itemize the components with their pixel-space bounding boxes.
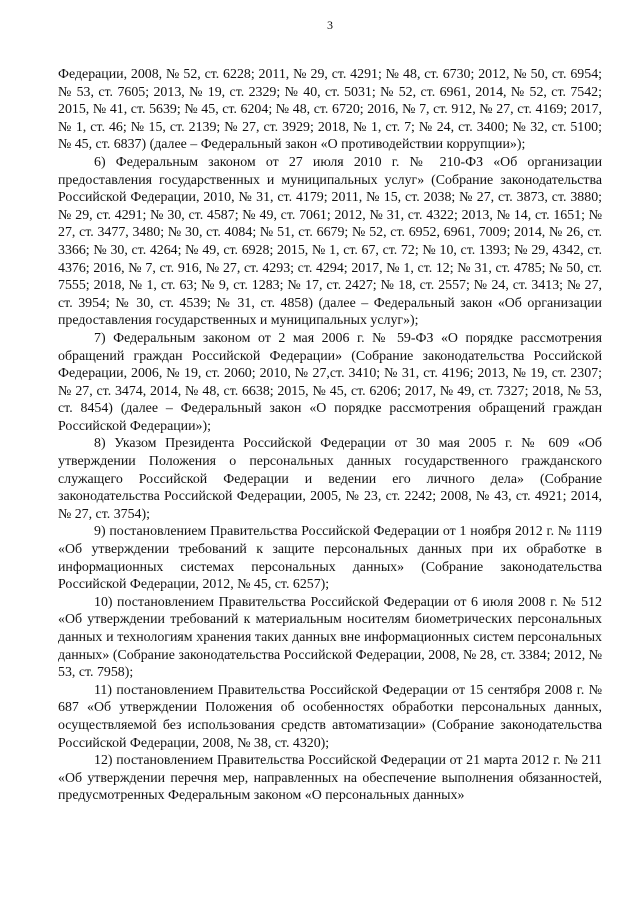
paragraph-item-7: 7) Федеральным законом от 2 мая 2006 г. № 59-ФЗ «О порядке рассмотрения обращений граждан Российской Федерации» (Собрание законодательства Российской Федерации, 2006, № 19, ст. 2060; 2010, № 27,ст. 3410; № 31, ст. 4196; 2013, № 19, ст. 2307; № 27, ст. 3474, 2014, № 48, ст. 6638; 2015, № 45, ст. 6206; 2017, № 49, ст. 7327; 2018, № 53, ст. 8454) (далее – Федеральный закон «О порядке рассмотрения обращений граждан Российской Федерации»);	[58, 330, 602, 434]
paragraph-item-10: 10) постановлением Правительства Российской Федерации от 6 июля 2008 г. № 512 «Об утверждении требований к материальным носителям биометрических персональных данных и технологиям хранения таких данных вне информационных систем персональных данных» (Собрание законодательства Российской Федерации, 2008, № 28, ст. 3384; 2012, № 53, ст. 7958);	[58, 594, 602, 681]
paragraph-continuation: Федерации, 2008, № 52, ст. 6228; 2011, № 29, ст. 4291; № 48, ст. 6730; 2012, № 50, ст. 6954; № 53, ст. 7605; 2013, № 19, ст. 2329; № 40, ст. 5031; № 52, ст. 6961, 2014, № 52, ст. 7542; 2015, № 41, ст. 5639; № 45, ст. 6204; № 48, ст. 6720; 2016, № 7, ст. 912, № 27, ст. 4169; 2017, № 1, ст. 46; № 15, ст. 2139; № 27, ст. 3929; 2018, № 1, ст. 7; № 24, ст. 3400; № 32, ст. 5100; № 45, ст. 6837) (далее – Федеральный закон «О противодействии коррупции»);	[58, 67, 602, 153]
document-body	[58, 66, 602, 805]
page-number: 3	[327, 18, 333, 32]
document-page	[58, 0, 602, 905]
paragraph-item-8: 8) Указом Президента Российской Федерации от 30 мая 2005 г. № 609 «Об утверждении Положения о персональных данных государственного гражданского служащего Российской Федерации и ведении его личного дела» (Собрание законодательства Российской Федерации, 2005, № 23, ст. 2242; 2008, № 43, ст. 4921; 2014, № 27, ст. 3754);	[58, 436, 602, 522]
paragraph-item-6: 6) Федеральным законом от 27 июля 2010 г. № 210-ФЗ «Об организации предоставления государственных и муниципальных услуг» (Собрание законодательства Российской Федерации, 2010, № 31, ст. 4179; 2011, № 15, ст. 2038; № 27, ст. 3873, ст. 3880; № 29, ст. 4291; № 30, ст. 4587; № 49, ст. 7061; 2012, № 31, ст. 4322; 2013, № 14, ст. 1651; № 27, ст. 3477, 3480; № 30, ст. 4084; № 51, ст. 6679; № 52, ст. 6952, 6961, 7009; 2014, № 26, ст. 3366; № 30, ст. 4264; № 49, ст. 6928; 2015, № 1, ст. 67, ст. 72; № 10, ст. 1393; № 29, 4342, ст. 4376; 2016, № 7, ст. 916, № 27, ст. 4293; ст. 4294; 2017, № 1, ст. 12; № 31, ст. 4785; № 50, ст. 7555; 2018, № 1, ст. 63; № 9, ст. 1283; № 17, ст. 2427; № 18, ст. 2557; № 24, ст. 3413; № 27, ст. 3954; № 30, ст. 4539; № 31, ст. 4858) (далее – Федеральный закон «Об организации предоставления государственных и муниципальных услуг»);	[58, 154, 602, 329]
paragraph-item-9: 9) постановлением Правительства Российской Федерации от 1 ноября 2012 г. № 1119 «Об утверждении требований к защите персональных данных при их обработке в информационных системах персональных данных» (Собрание законодательства Российской Федерации, 2012, № 45, ст. 6257);	[58, 524, 602, 593]
paragraph-item-12: 12) постановлением Правительства Российской Федерации от 21 марта 2012 г. № 211 «Об утверждении перечня мер, направленных на обеспечение выполнения обязанностей, предусмотренных Федеральным законом «О персональных данных»	[58, 753, 602, 804]
paragraph-item-11: 11) постановлением Правительства Российской Федерации от 15 сентября 2008 г. № 687 «Об утверждении Положения об особенностях обработки персональных данных, осуществляемой без использования средств автоматизации» (Собрание законодательства Российской Федерации, 2008, № 38, ст. 4320);	[58, 682, 602, 751]
